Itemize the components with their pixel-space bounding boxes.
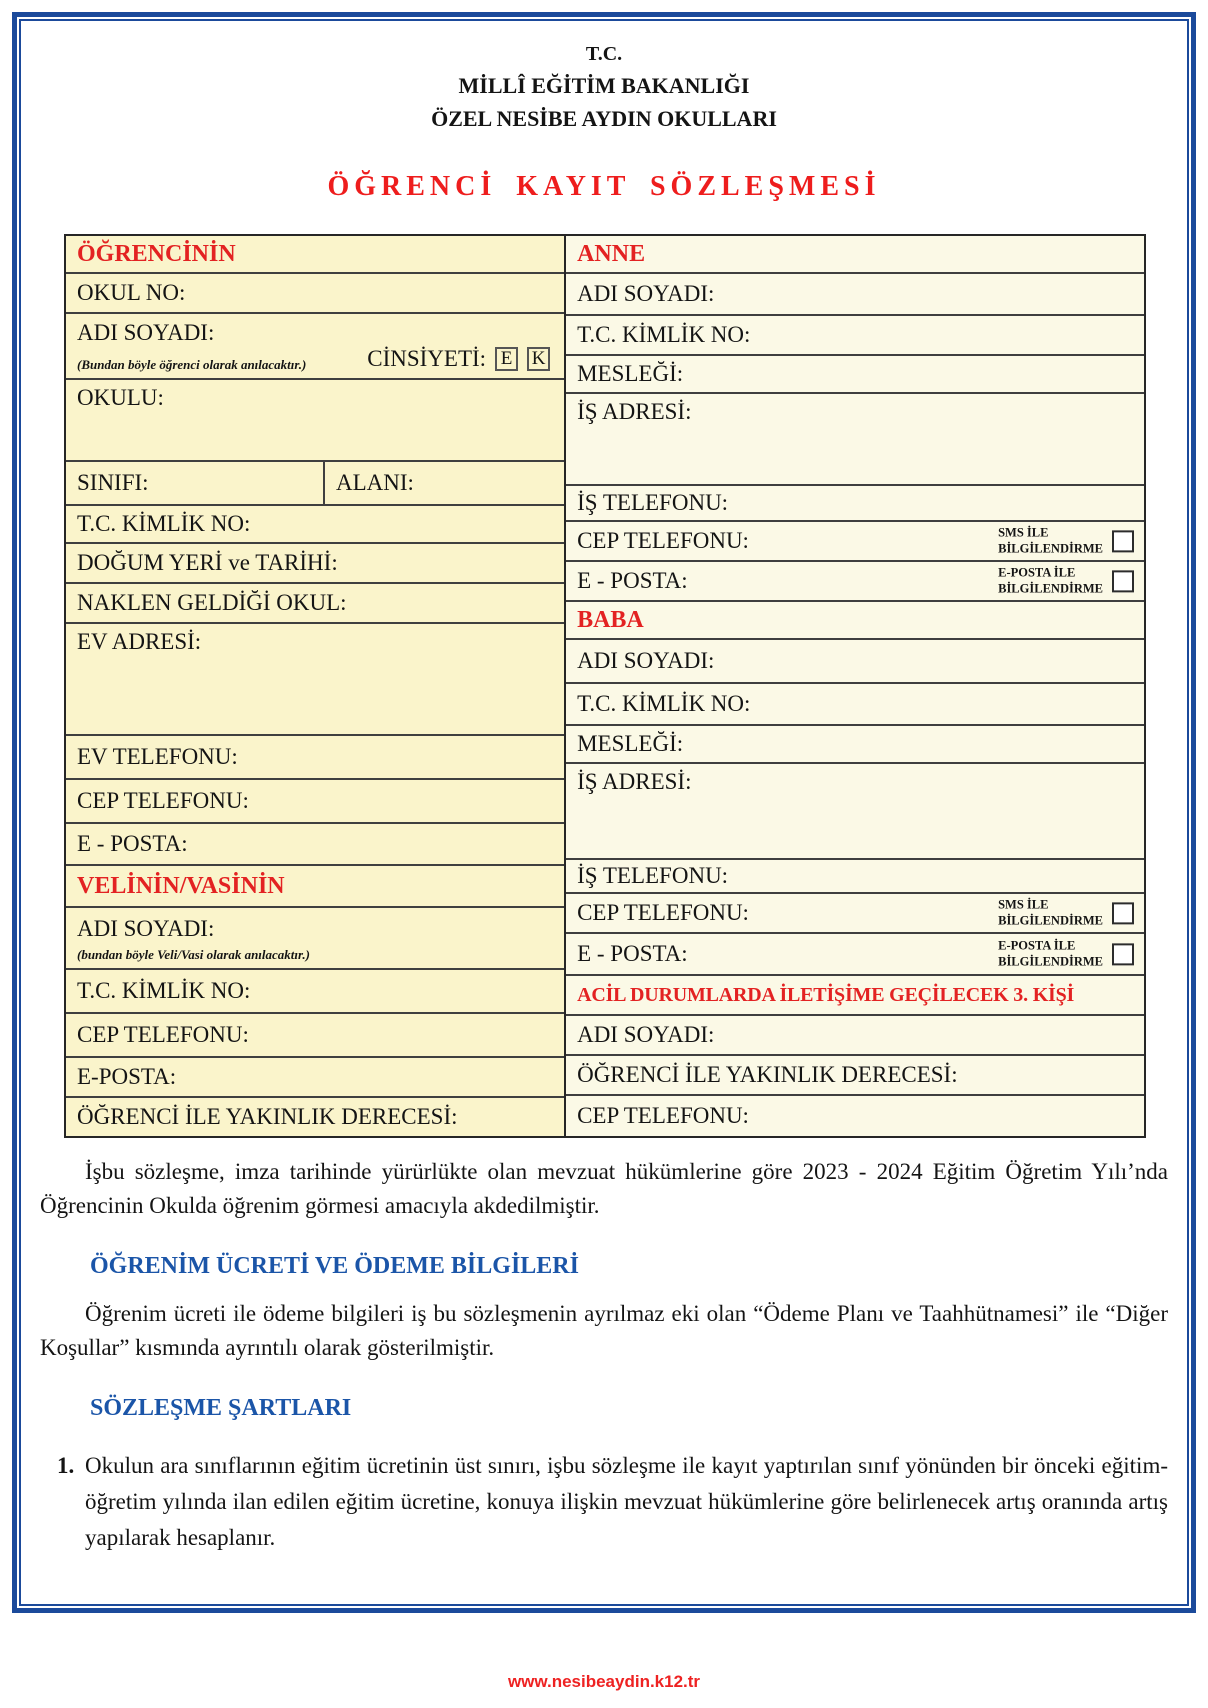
heading-odeme-bilgileri: ÖĞRENİM ÜCRETİ VE ÖDEME BİLGİLERİ [90, 1253, 579, 1279]
sms-notify-group [998, 525, 1134, 556]
field-guardian-adi-soyadi [66, 908, 564, 970]
registration-form-table [64, 234, 1146, 1138]
heading-sozlesme-sartlari: SÖZLEŞME ŞARTLARI [90, 1395, 352, 1421]
section-father-label: BABA [577, 606, 644, 633]
field-student-sinif-alan [66, 462, 564, 506]
sms-notify-group [998, 897, 1134, 928]
field-student-dogum [66, 544, 564, 584]
field-student-eposta [66, 824, 564, 866]
contract-term-1 [57, 1448, 1168, 1556]
email-notify-label [998, 938, 1103, 969]
email-notify-checkbox[interactable] [1112, 570, 1134, 592]
sms-notify-line1: SMS İLE [998, 525, 1049, 540]
sms-notify-checkbox[interactable] [1112, 530, 1134, 552]
section-guardian-label: VELİNİN/VASİNİN [77, 872, 285, 899]
field-label: CEP TELEFONU: [577, 900, 749, 925]
field-emergency-adi [566, 1016, 1144, 1056]
section-mother [566, 236, 1144, 274]
field-label: EV ADRESİ: [77, 629, 202, 654]
gender-group [367, 346, 550, 372]
field-father-cep [566, 894, 1144, 934]
field-label: CEP TELEFONU: [77, 1022, 249, 1047]
field-label: CEP TELEFONU: [577, 528, 749, 553]
field-student-okul-no [66, 274, 564, 314]
sms-notify-checkbox[interactable] [1112, 902, 1134, 924]
field-guardian-tc [66, 970, 564, 1014]
field-mother-meslek [566, 356, 1144, 394]
letterhead-line2: MİLLÎ EĞİTİM BAKANLIĞI [458, 73, 750, 98]
section-student [66, 236, 564, 274]
letterhead-line3: ÖZEL NESİBE AYDIN OKULLARI [431, 106, 777, 131]
field-mother-is-adresi [566, 394, 1144, 486]
field-father-adi [566, 640, 1144, 684]
gender-label: CİNSİYETİ: [367, 346, 487, 371]
field-student-adi-soyadi [66, 314, 564, 380]
field-label: ÖĞRENCİ İLE YAKINLIK DERECESİ: [577, 1062, 958, 1087]
field-label: İŞ TELEFONU: [577, 490, 729, 515]
odeme-paragraph: Öğrenim ücreti ile ödeme bilgileri iş bu sözleşmenin ayrılmaz eki olan “Ödeme Planı ve Taahhütnamesi” ile “Diğer Koşullar” kısmında ayrıntılı olarak gösterilmiştir. [40, 1301, 1168, 1360]
field-label: EV TELEFONU: [77, 744, 238, 769]
field-father-is-telefonu [566, 860, 1144, 894]
gender-checkbox-male[interactable]: E [495, 347, 518, 371]
section-guardian [66, 866, 564, 908]
section-emergency-label: ACİL DURUMLARDA İLETİŞİME GEÇİLECEK 3. KİŞİ [577, 983, 1075, 1006]
email-notify-checkbox[interactable] [1112, 943, 1134, 965]
field-father-meslek [566, 726, 1144, 764]
field-label: ADI SOYADI: [77, 320, 215, 345]
term-number: 1. [57, 1453, 75, 1478]
email-notify-line1: E-POSTA İLE [998, 565, 1076, 580]
field-label: İŞ TELEFONU: [577, 863, 729, 888]
letterhead [19, 39, 1189, 135]
letterhead-line1: T.C. [585, 43, 623, 65]
field-label: E - POSTA: [577, 568, 688, 593]
field-label: MESLEĞİ: [577, 731, 684, 756]
field-father-tc [566, 684, 1144, 726]
student-guardian-column [66, 236, 566, 1136]
field-emergency-cep [566, 1096, 1144, 1136]
field-alani [325, 470, 564, 496]
field-father-is-adresi [566, 764, 1144, 860]
field-mother-cep [566, 522, 1144, 562]
gender-checkbox-female[interactable]: K [527, 347, 550, 371]
field-guardian-eposta [66, 1058, 564, 1098]
field-student-cep-telefonu [66, 780, 564, 824]
field-label: ÖĞRENCİ İLE YAKINLIK DERECESİ: [77, 1104, 458, 1129]
field-label: ADI SOYADI: [577, 648, 715, 673]
sms-notify-line2: BİLGİLENDİRME [998, 541, 1103, 555]
field-student-ev-adresi [66, 624, 564, 736]
field-label: ADI SOYADI: [577, 281, 715, 306]
section-father [566, 602, 1144, 640]
email-notify-line1: E-POSTA İLE [998, 938, 1076, 953]
field-student-ev-telefonu [66, 736, 564, 780]
field-label: T.C. KİMLİK NO: [77, 978, 251, 1003]
field-father-eposta [566, 934, 1144, 976]
field-mother-is-telefonu [566, 486, 1144, 522]
email-notify-line2: BİLGİLENDİRME [998, 581, 1103, 595]
field-label: İŞ ADRESİ: [577, 769, 692, 794]
field-label: E - POSTA: [577, 941, 688, 966]
field-label: ADI SOYADI: [77, 916, 215, 941]
field-sinifi [66, 462, 325, 504]
email-notify-label [998, 565, 1103, 596]
field-label: T.C. KİMLİK NO: [577, 691, 751, 716]
field-label: T.C. KİMLİK NO: [577, 322, 751, 347]
field-mother-tc [566, 316, 1144, 356]
field-label: E-POSTA: [77, 1064, 177, 1089]
field-label: SINIFI: [77, 470, 149, 495]
field-label: E - POSTA: [77, 831, 188, 856]
field-label: T.C. KİMLİK NO: [77, 511, 251, 536]
email-notify-group [998, 565, 1134, 596]
field-label: İŞ ADRESİ: [577, 399, 692, 424]
term-text: Okulun ara sınıflarının eğitim ücretinin üst sınırı, işbu sözleşme ile kayıt yaptırılan sınıf yönünden bir önceki eğitim-öğretim yılında ilan edilen eğitim ücretine, konuya ilişkin mevzuat hükümlerine göre belirlenecek artış oranında artış yapılarak hesaplanır. [85, 1453, 1168, 1550]
field-label: CEP TELEFONU: [577, 1103, 749, 1128]
field-label: MESLEĞİ: [577, 361, 684, 386]
field-label: OKUL NO: [77, 280, 186, 305]
field-student-okulu [66, 380, 564, 462]
page-content [19, 19, 1189, 1556]
sms-notify-label [998, 525, 1103, 556]
field-label: ALANI: [336, 470, 414, 495]
field-guardian-yakinlik [66, 1098, 564, 1136]
field-student-tc [66, 506, 564, 544]
intro-paragraph: İşbu sözleşme, imza tarihinde yürürlükte olan mevzuat hükümlerine göre 2023 - 2024 Eğitim Öğretim Yılı’nda Öğrencinin Okulda öğrenim görmesi amacıyla akdedilmiştir. [40, 1159, 1168, 1218]
sms-notify-label [998, 897, 1103, 928]
field-note: (Bundan böyle öğrenci olarak anılacaktır.) [77, 356, 307, 372]
field-mother-eposta [566, 562, 1144, 602]
field-label: ADI SOYADI: [577, 1022, 715, 1047]
field-emergency-yakinlik [566, 1056, 1144, 1096]
section-mother-label: ANNE [577, 240, 646, 267]
footer-url: www.nesibeaydin.k12.tr [507, 1672, 701, 1691]
section-student-label: ÖĞRENCİNİN [77, 240, 236, 267]
field-label: DOĞUM YERİ ve TARİHİ: [77, 550, 338, 575]
email-notify-group [998, 938, 1134, 969]
parents-column [566, 236, 1144, 1136]
page-title: ÖĞRENCİ KAYIT SÖZLEŞMESİ [327, 171, 881, 202]
field-mother-adi [566, 274, 1144, 316]
section-emergency [566, 976, 1144, 1016]
field-label: CEP TELEFONU: [77, 788, 249, 813]
field-note: (bundan böyle Veli/Vasi olarak anılacaktır.) [77, 946, 310, 962]
field-guardian-cep [66, 1014, 564, 1058]
field-student-naklen [66, 584, 564, 624]
sms-notify-line2: BİLGİLENDİRME [998, 913, 1103, 927]
field-label: OKULU: [77, 385, 164, 410]
sms-notify-line1: SMS İLE [998, 897, 1049, 912]
field-label: NAKLEN GELDİĞİ OKUL: [77, 590, 347, 615]
email-notify-line2: BİLGİLENDİRME [998, 954, 1103, 968]
